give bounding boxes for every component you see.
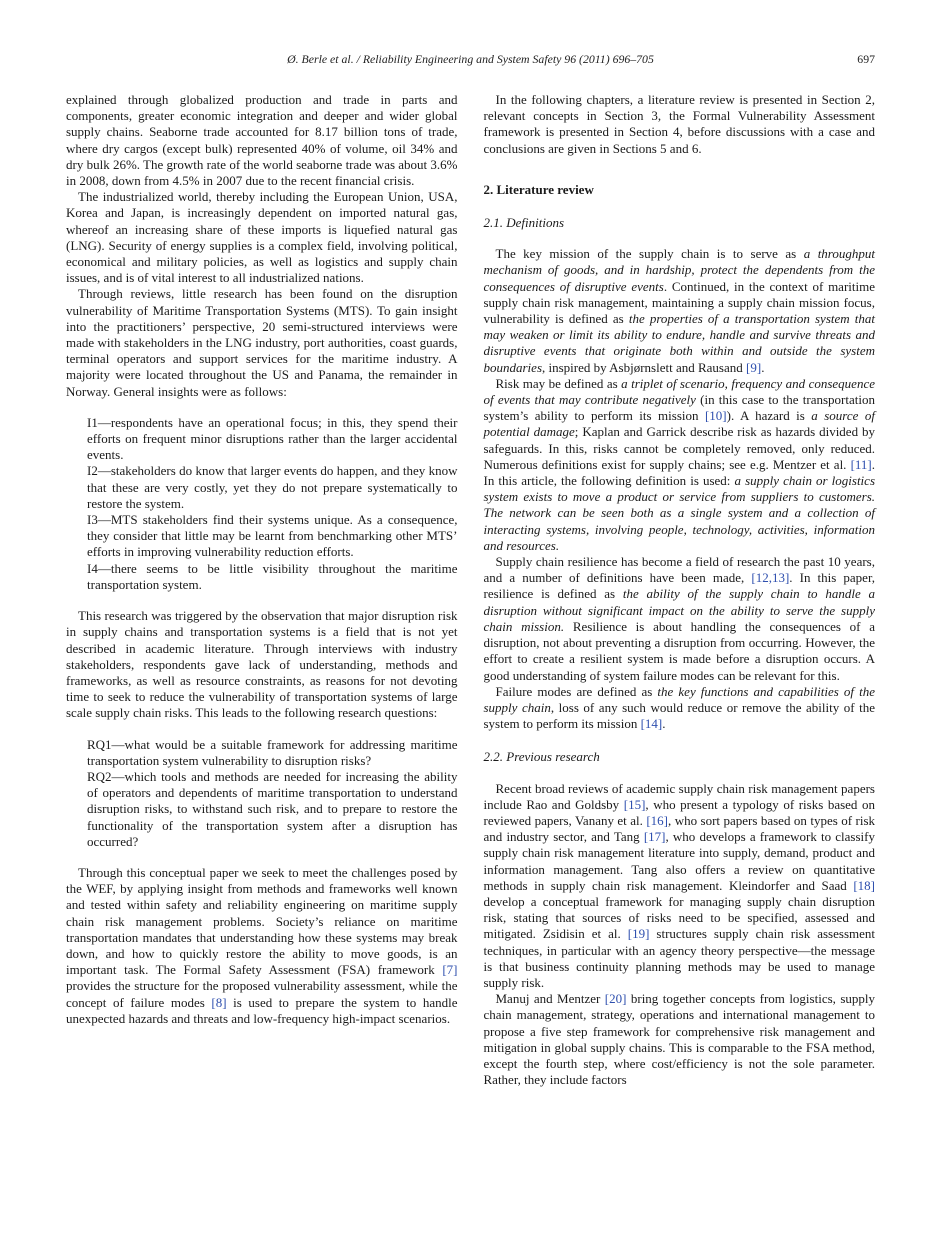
list-item xyxy=(87,512,458,561)
citation-link[interactable]: [15] xyxy=(623,796,646,812)
paragraph xyxy=(484,684,876,733)
text-run: Through this conceptual paper we seek to meet the challenges posed by the WEF, by applying insight from methods and frameworks well known and tested within safety and reliability engineering on maritime supply chain risk management problems. Society’s reliance on maritime transportation mandates that understanding how these systems may break down, and how to quickly restore the ability to move goods, is an important task. The Formal Safety Assessment (FSA) framework xyxy=(66,864,458,978)
citation-link[interactable]: [11] xyxy=(850,456,872,472)
text-run: provides the structure for the proposed vulnerability assessment, while the concept of failure modes xyxy=(66,978,458,1010)
text-run: the key functions and capabilities of the supply chain xyxy=(483,683,875,715)
text-run: Risk may be defined as xyxy=(495,375,622,391)
text-run: a triplet of scenario, frequency and consequence of events that may contribute negatively xyxy=(483,375,875,408)
text-run: I4—there seems to be little visibility throughout the maritime transportation system. xyxy=(87,560,458,592)
text-run: the ability of the supply chain to handle a disruption without significant impact on the ability to serve the supply chain mission. xyxy=(483,586,875,634)
text-run: bring together concepts from logistics, supply chain management, strategy, operations and international management to propose a five step framework for comprehensive risk management and mitigation in global supply chains. This is comparable to the FSA method, except the fourth step, where cost/efficiency is not the sole parameter. Rather, they include factors xyxy=(483,991,875,1088)
text-run: a source of potential damage xyxy=(483,408,875,440)
section-heading: 2. Literature review xyxy=(483,181,594,197)
citation-link[interactable]: [20] xyxy=(604,991,627,1007)
citation-link[interactable]: [12,13] xyxy=(751,570,790,586)
text-run: The key mission of the supply chain is to serve as xyxy=(495,246,804,262)
citation-link[interactable]: [14] xyxy=(640,716,663,732)
indented-list xyxy=(87,415,458,593)
paragraph xyxy=(484,246,876,376)
text-run: The industrialized world, thereby including the European Union, USA, Korea and Japan, is increasingly dependent on imported natural gas, whereof an increasing share of these imports is liquefied natural gas (LNG). Security of energy supplies is a complex field, involving political, economical and military policies, as well as logistics and supply chain issues, and is of vital interest to all industrialized nations. xyxy=(66,189,458,286)
list-item xyxy=(87,769,458,850)
text-run: , who develops a framework to classify supply chain risk management literature into supply, demand, product and information management. Tang also offers a review on quantitative methods in supply chain risk management. Kleindorfer and Saad xyxy=(483,829,875,893)
article-body xyxy=(66,92,875,1088)
citation-link[interactable]: [17] xyxy=(643,829,666,845)
citation-link[interactable]: [7] xyxy=(442,962,458,978)
text-run: Supply chain resilience has become a field of research the past 10 years, and a number of definitions have been made, xyxy=(483,554,875,586)
text-run: is used to prepare the system to handle unexpected hazards and threats and low-frequency high-impact scenarios. xyxy=(66,994,458,1026)
text-run: . In this paper, resilience is defined as xyxy=(483,570,875,602)
citation-link[interactable]: [18] xyxy=(853,877,875,893)
citation-link[interactable]: [19] xyxy=(627,926,650,942)
paragraph xyxy=(484,991,876,1088)
text-run: Through reviews, little research has been found on the disruption vulnerability of Maritime Transportation Systems (MTS). To gain insight into the practitioners’ perspective, 20 semi-structured interviews were made with stakeholders in the LNG industry, port authorities, coast guards, terminal operators and support services for the maritime industry. A majority were located throughout the US and Panama, the remainder in Norway. General insights were as follows: xyxy=(66,286,458,399)
paragraph xyxy=(66,865,458,1027)
text-run: Resilience is about handling the consequences of a disruption, not about preventing a disruption from occurring. However, the effort to create a resilient system is made before a disruption occurs. A good understanding of system failure modes can be relevant for this. xyxy=(483,618,875,683)
text-run: . Continued, in the context of maritime supply chain risk management, maintaining a supply chain mission focus, vulnerability is defined as xyxy=(483,278,875,327)
text-run: the properties of a transportation system that may weaken or limit its ability to endure, handle and survive threats and disruptive events that originate both within and outside the system boundaries xyxy=(483,311,875,375)
subsection-heading: 2.2. Previous research xyxy=(483,749,600,765)
subsection-heading: 2.1. Definitions xyxy=(483,215,565,231)
paragraph xyxy=(66,286,458,399)
indented-list xyxy=(87,737,458,850)
page-header xyxy=(66,52,875,68)
paragraph xyxy=(66,92,458,189)
paragraph xyxy=(484,92,876,157)
list-item xyxy=(87,415,458,464)
citation-link[interactable]: [9] xyxy=(746,359,762,375)
text-run: a throughput mechanism of goods, and in hardship, protect the dependents from the consequences of disruptive events xyxy=(483,246,875,294)
citation-link[interactable]: [10] xyxy=(704,408,727,424)
text-run: . xyxy=(662,716,666,732)
text-run: ). A hazard is xyxy=(726,408,812,424)
list-item xyxy=(87,737,458,769)
paragraph xyxy=(484,554,876,684)
text-run: , loss of any such would reduce or remove the ability of the system to perform its mission xyxy=(483,699,876,732)
text-run: a supply chain or logistics system exists to move a product or service from suppliers to customers. The network can be seen both as a single system and a collection of interacting systems, involving people, technology, activities, information and resources. xyxy=(483,473,875,553)
left-column xyxy=(66,92,458,1088)
text-run: I3—MTS stakeholders find their systems unique. As a consequence, they consider that little may be learnt from benchmarking other MTS’ efforts in improving vulnerability reduction efforts. xyxy=(87,512,458,560)
paragraph xyxy=(484,376,876,554)
text-run: Recent broad reviews of academic supply chain risk management papers include Rao and Goldsby xyxy=(483,780,875,812)
text-run: , who present a typology of risks based on reviewed papers, Vanany et al. xyxy=(483,796,875,828)
page-number: 697 xyxy=(857,52,875,66)
text-run: ; Kaplan and Garrick describe risk as hazards divided by safeguards. In this, risks cannot be completely removed, only reduced. Numerous definitions exist for supply chains; see e.g. Mentzer et al. xyxy=(483,424,875,472)
list-item xyxy=(87,561,458,593)
text-run: explained through globalized production and trade in parts and components, greater economic integration and deeper and wider global supply chains. Seaborne trade accounted for 8.17 billion tons of trade, where dry cargos (except bulk) represented 40% of volume, oil 34% and dry bulk 26%. The growth rate of the world seaborne trade was about 3.6% in 2008, down from 4.5% in 2007 due to the recent financial crisis. xyxy=(66,92,458,189)
right-column xyxy=(484,92,876,1088)
citation-link[interactable]: [8] xyxy=(211,994,227,1010)
text-run: This research was triggered by the observation that major disruption risk in supply chains and transportation systems is a field that is not yet described in academic literature. Through interviews with industry stakeholders, respondents gave lack of understanding, methods and frameworks, as well as resource constraints, as reasons for not devoting time to seek to reduce the vulnerability of transportation systems of large scale supply chain risks. This leads to the following research questions: xyxy=(66,608,458,721)
list-item xyxy=(87,463,458,512)
text-run: Manuj and Mentzer xyxy=(495,991,605,1007)
text-run: I2—stakeholders do know that larger events do happen, and they know that these are very costly, yet they do not prepare systematically to restore the system. xyxy=(87,463,458,511)
text-run: RQ1—what would be a suitable framework for addressing maritime transportation system vulnerability to disruption risks? xyxy=(87,736,458,768)
text-run: I1—respondents have an operational focus; in this, they spend their efforts on frequent minor disruptions rather than the larger accidental events. xyxy=(87,414,458,463)
text-run: develop a conceptual framework for managing supply chain disruption risk, stating that sources of risks need to be specified, assessed and mitigated. Zsidisin et al. xyxy=(483,893,875,942)
text-run: RQ2—which tools and methods are needed for increasing the ability of operators and dependents of maritime transportation to understand disruption risks, to withstand such risk, and to prepare to restore the functionality of the transportation system after a disruption has occurred? xyxy=(87,768,458,849)
paragraph xyxy=(484,781,876,992)
running-title: Ø. Berle et al. / Reliability Engineering and System Safety 96 (2011) 696–705 xyxy=(287,52,654,66)
text-run: In the following chapters, a literature review is presented in Section 2, relevant concepts in Section 3, the Formal Vulnerability Assessment framework is presented in Section 4, before discussions with a case and conclusions are given in Sections 5 and 6. xyxy=(483,92,875,156)
text-run: structures supply chain risk assessment techniques, in particular with an agency theory perspective—the message is that business continuity planning methods may be used to manage supply risk. xyxy=(483,926,875,990)
text-run: . xyxy=(761,359,765,375)
text-run: , who sort papers based on types of risk and industry sector, and Tang xyxy=(483,812,876,845)
paragraph xyxy=(66,608,458,721)
text-run: , inspired by Asbjørnslett and Rausand xyxy=(542,359,747,375)
text-run: Failure modes are defined as xyxy=(495,683,658,699)
text-run: . In this article, the following definition is used: xyxy=(483,456,875,489)
text-run: (in this case to the transportation system’s ability to perform its mission xyxy=(483,392,875,424)
citation-link[interactable]: [16] xyxy=(646,812,668,828)
paragraph xyxy=(66,189,458,286)
